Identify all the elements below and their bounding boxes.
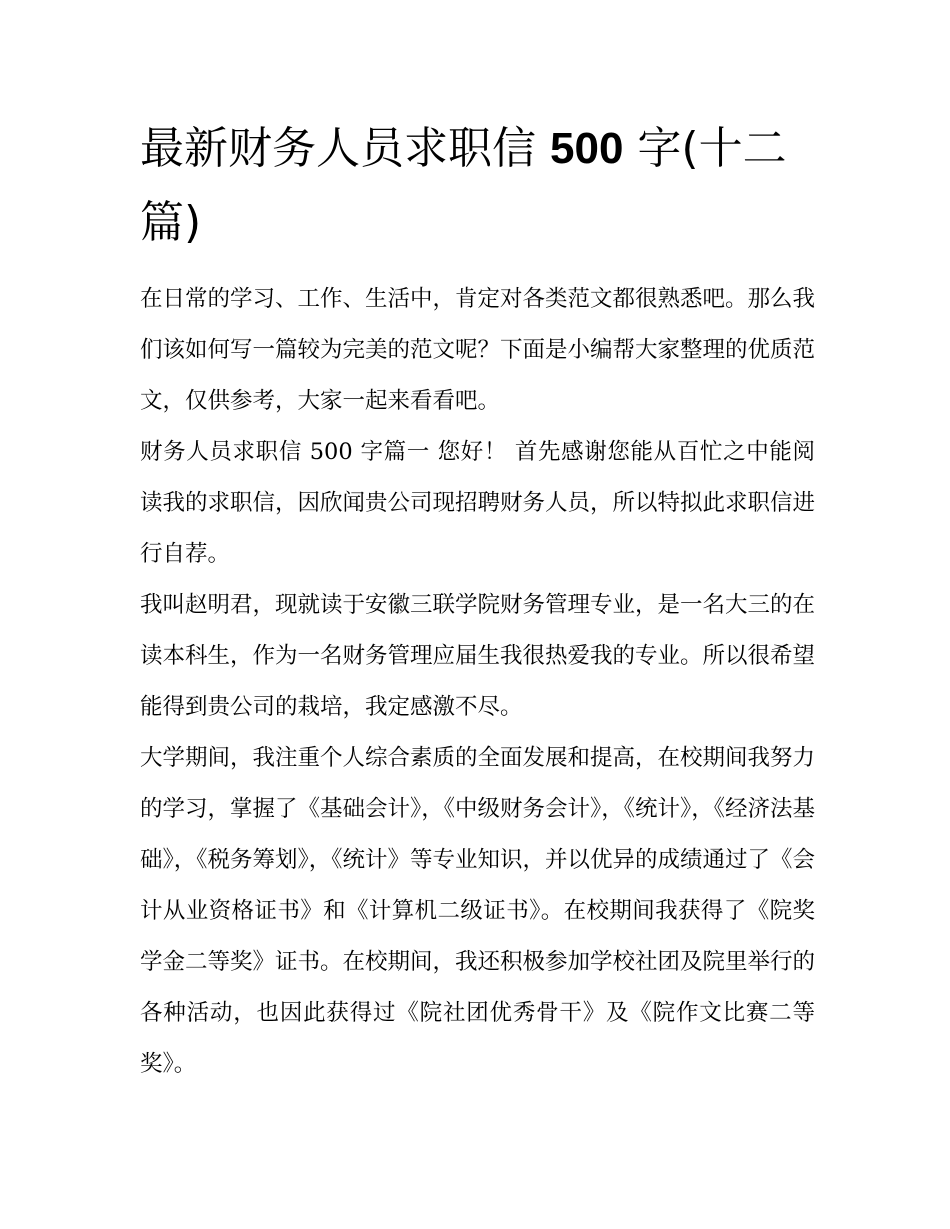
title-text-end: 字(十二篇) — [140, 123, 787, 248]
paragraph-self-introduction: 我叫赵明君，现就读于安徽三联学院财务管理专业，是一名大三的在读本科生，作为一名财务管理应届生我很热爱我的专业。所以很希望能得到贵公司的栽培，我定感激不尽。 — [140, 592, 816, 720]
title-text-start: 最新财务人员求职信 — [140, 123, 550, 174]
paragraph-greeting: 财务人员求职信 500 字篇一 您好！ 首先感谢您能从百忙之中能阅读我的求职信，因欣闻贵公司现招聘财务人员，所以特拟此求职信进行自荐。 — [140, 439, 816, 567]
paragraph-university-experience: 大学期间，我注重个人综合素质的全面发展和提高，在校期间我努力的学习，掌握了《基础会计》，《中级财务会计》，《统计》，《经济法基础》，《税务筹划》，《统计》等专业知识，并以优异的成绩通过了《会计从业资格证书》和《计算机二级证书》。在校期间我获得了《院奖学金二等奖》证书。在校期间，我还积极参加学校社团及院里举行的各种活动，也因此获得过《院社团优秀骨干》及《院作文比赛二等奖》。 — [140, 745, 816, 1077]
title-number: 500 — [550, 124, 624, 173]
document-title — [140, 112, 815, 260]
paragraph-intro: 在日常的学习、工作、生活中，肯定对各类范文都很熟悉吧。那么我们该如何写一篇较为完美的范文呢？下面是小编帮大家整理的优质范文，仅供参考，大家一起来看看吧。 — [140, 286, 816, 414]
document-body — [140, 112, 815, 1090]
